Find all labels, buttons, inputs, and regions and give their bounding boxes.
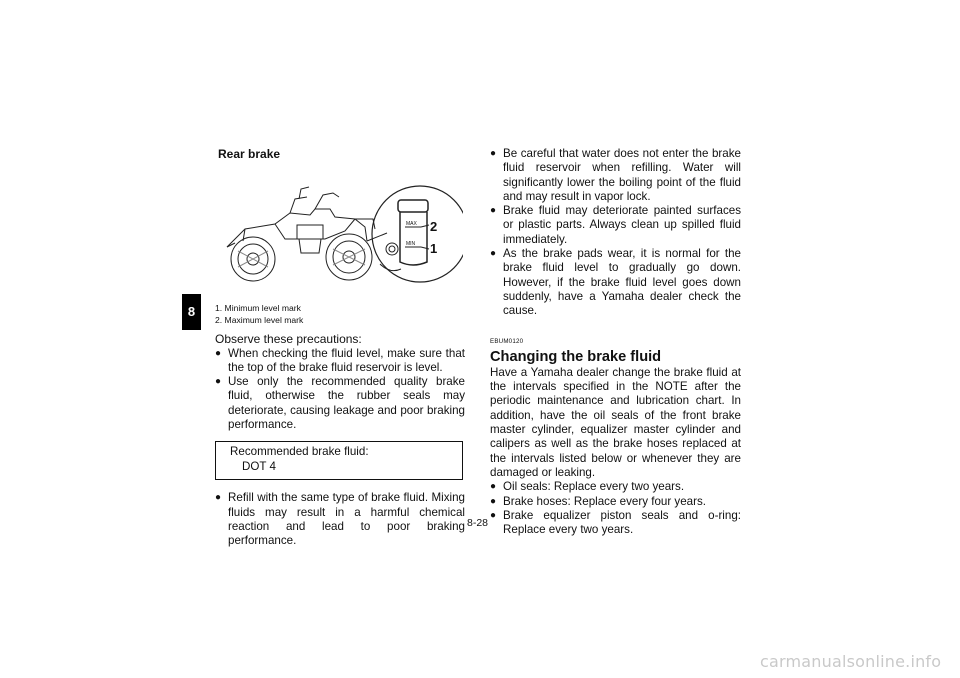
list-item [490,247,741,318]
bullet-icon: ● [490,481,497,493]
list-item [490,509,741,538]
list-item [490,204,741,247]
left-column [215,147,465,549]
section-code: EBUM0120 [490,337,524,345]
bullet-icon: ● [490,148,497,159]
list-item-text: When checking the fluid level, make sure that the top of the brake fluid reservoir is level. [228,346,465,374]
list-item-text: As the brake pads wear, it is normal for the brake fluid level to gradually go down. However, if the brake fluid level goes down suddenly, have a Yamaha dealer check the cause. [503,247,741,318]
bullet-icon: ● [490,248,497,260]
bullet-icon: ● [215,492,222,504]
precautions-intro: Observe these precautions: [215,332,362,347]
list-item [215,375,465,432]
section-title: Changing the brake fluid [490,348,662,365]
precautions-list-c [490,147,741,319]
bullet-icon: ● [490,205,497,217]
caption-maximum-level: 2. Maximum level mark [215,315,304,326]
rear-brake-heading: Rear brake [218,147,281,161]
spec-label: Recommended brake fluid: [230,445,369,459]
callout-1: 1 [430,241,438,257]
list-item-text: Brake equalizer piston seals and o-ring: Replace every two years. [503,508,741,537]
min-level-label: MIN [406,241,416,248]
caption-minimum-level: 1. Minimum level mark [215,303,301,314]
bullet-icon: ● [490,495,497,507]
chapter-tab-number: 8 [187,304,196,319]
right-column [490,147,741,537]
recommended-fluid-box [215,441,463,480]
callout-2: 2 [430,219,438,235]
page-number: 8-28 [467,517,489,529]
bullet-icon: ● [490,509,497,521]
list-item [490,147,741,204]
list-item-text: Refill with the same type of brake fluid. Mixing fluids may result in a harmful chemical reaction and lead to poor braking performance. [228,491,465,548]
bullet-icon: ● [215,376,222,388]
spec-value: DOT 4 [242,459,276,473]
list-item [490,495,741,509]
list-item [215,347,465,376]
section-body: Have a Yamaha dealer change the brake fluid at the intervals specified in the NOTE after the periodic maintenance and lubrication chart. In addition, have the oil seals of the front brake master cylinder, equalizer master cylinder and calipers as well as the brake hoses replaced at the intervals listed below or whenever they are damaged or leaking. [490,365,741,479]
list-item [215,491,465,548]
list-item-text: Brake hoses: Replace every four years. [503,494,706,508]
list-item-text: Use only the recommended quality brake fluid, otherwise the rubber seals may deteriorate, causing leakage and poor braking performance. [228,375,465,432]
watermark: carmanualsonline.info [760,652,942,671]
list-item [490,480,741,494]
list-item-text: Brake fluid may deteriorate painted surfaces or plastic parts. Always clean up spilled fluid immediately. [503,204,741,246]
list-item-text: Be careful that water does not enter the brake fluid reservoir when refilling. Water will significantly lower the boiling point of the fluid and may result in vapor lock. [503,147,741,203]
max-level-label: MAX [406,221,417,228]
chapter-tab [182,294,201,330]
atv-reservoir-drawing [215,169,463,294]
figure-captions [215,302,465,326]
rear-brake-illustration [215,169,463,294]
replacement-intervals-list [490,480,741,537]
list-item-text: Oil seals: Replace every two years. [503,480,685,494]
precautions-list-b [215,491,465,548]
bullet-icon: ● [215,347,222,359]
precautions-list-a [215,347,465,433]
